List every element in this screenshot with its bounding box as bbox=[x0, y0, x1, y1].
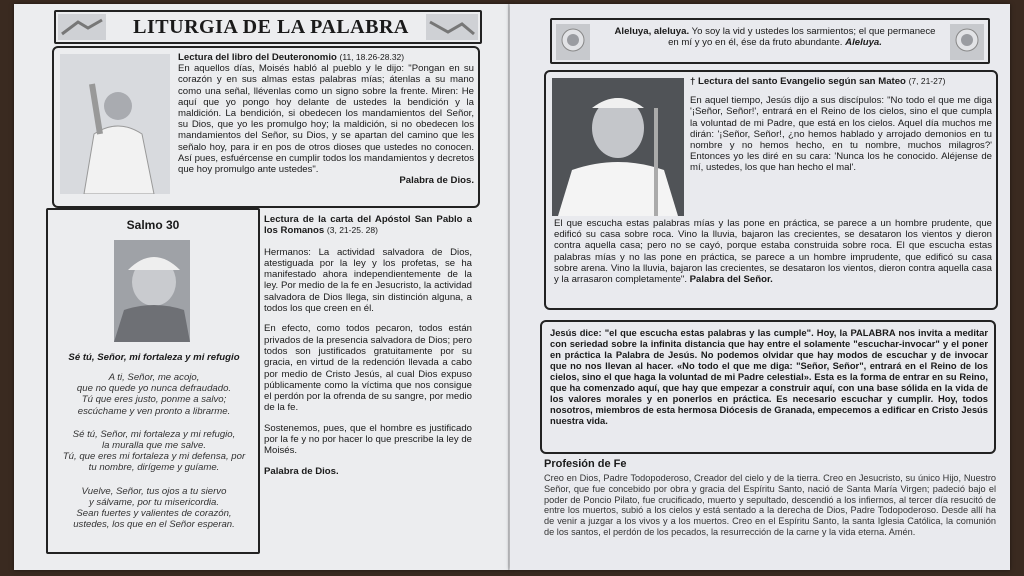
psalm-box bbox=[46, 208, 260, 554]
psalm-title: Salmo 30 bbox=[126, 218, 180, 232]
gospel-ref: (7, 21-27) bbox=[908, 76, 946, 86]
psalm-line: que no quede yo nunca defraudado. bbox=[76, 383, 232, 395]
second-reading bbox=[264, 214, 472, 477]
psalm-line: y sálvame, por tu misericordia. bbox=[88, 496, 220, 508]
second-reading-paragraph: Hermanos: La actividad salvadora de Dios, atestiguada por la ley y los profetas, se ha manifestado ahora independientemente de la ley. Por medio de la fe en Jesucristo, la actividad salvadora de Dios llega, sin distinción alguna, a todos los que creen en él. bbox=[264, 246, 472, 315]
christ-icon-right bbox=[950, 24, 984, 60]
psalm-line: Sé tú, Señor, mi fortaleza y mi refugio, bbox=[72, 428, 236, 440]
first-reading-heading: Lectura del libro del Deuteronomio bbox=[178, 52, 337, 63]
psalm-response: Sé tú, Señor, mi fortaleza y mi refugio bbox=[68, 352, 240, 363]
psalm-line: ustedes, los que en el Señor esperan. bbox=[73, 519, 235, 531]
alleluia-tail: Aleluya. bbox=[845, 37, 882, 49]
gospel-box bbox=[544, 70, 998, 310]
psalm-line: Tú, que eres mi fortaleza y mi defensa, por bbox=[62, 451, 246, 463]
psalm-line: tu nombre, dirígeme y guíame. bbox=[88, 462, 220, 474]
banner-image-left bbox=[58, 14, 106, 40]
reflection-box bbox=[540, 320, 996, 454]
psalm-line: Sean fuertes y valientes de corazón, bbox=[76, 508, 232, 520]
gospel-text-continued: El que escucha estas palabras mías y las pone en práctica, se parece a un hombre prudente, que edificó su casa sobre roca. Vino la lluvia, bajaron las crecientes, se desataron los vientos y dieron contra aquella casa; pero no se cayó, porque estaba construida sobre roca. El que escucha estas palabras mías y no las pone en práctica, se parece a un hombre imprudente, que edificó su casa sobre arena. Vino la lluvia, bajaron las crecientes, se desataron los vientos, dieron contra aquella casa y la arrasaron completamente". bbox=[554, 218, 992, 286]
reflection-text: Jesús dice: "el que escucha estas palabras y las cumple". Hoy, la PALABRA nos invita a meditar con seriedad sobre la infinita distancia que hay entre el solamente "escuchar-invocar" y el poner en práctica la Palabra de Jesús. No podemos olvidar que hay modos de escuchar y de invocar que no nos llevan al hacer. «No todo el que me diga: "Señor, Señor", entrará en el Reino de los cielos, sino el que haga la voluntad de mi Padre celestial». Esta es la forma de entrar en su Reino, que ha comenzado aquí, que hay que empezar a construir aquí, con una base sólida en la vida de los valores morales y en ponerlos en práctica. Es necesario escuchar y cumplir. Hoy, todos nosotros, miembros de esta hermosa Diócesis de Granada, empecemos a edificar en Cristo Jesús nuestra vida. bbox=[550, 327, 988, 426]
alleluia-lead: Aleluya, aleluya. bbox=[614, 26, 690, 37]
creed bbox=[544, 458, 996, 538]
first-reading-text: En aquellos días, Moisés habló al pueblo y le dijo: "Pongan en su corazón y en sus almas estas palabras mías; átenlas a su mano como una señal, llévenlas como un signo sobre la frente. Miren: He aquí que yo pongo hoy delante de ustedes la bendición y la maldición. La bendición, si obedecen los mandamientos del Señor, su Dios, que yo les promulgo hoy; la maldición, si no obedecen los mandamientos del Señor, su Dios, y se apartan del camino que les señalo hoy, para ir en pos de otros dioses que ustedes no conocen. Así pues, esfuércense en cumplir todos los mandamientos y decretos que hoy promulgo ante ustedes". bbox=[178, 63, 474, 176]
first-reading-ref: (11, 18.26-28.32) bbox=[339, 52, 405, 62]
psalm-line: Vuelve, Señor, tus ojos a tu siervo bbox=[81, 485, 227, 497]
first-reading-box bbox=[52, 46, 480, 208]
gospel-closing: Palabra del Señor. bbox=[689, 274, 773, 286]
psalm-line: escúchame y ven pronto a librarme. bbox=[77, 405, 231, 417]
second-reading-heading: Lectura de la carta del Apóstol San Pablo a los Romanos bbox=[264, 214, 472, 237]
first-reading-closing: Palabra de Dios. bbox=[399, 175, 474, 187]
psalm-line: Tú que eres justo, ponme a salvo; bbox=[81, 394, 227, 406]
gospel-heading: † Lectura del santo Evangelio según san Mateo bbox=[690, 76, 906, 87]
psalm-line: la muralla que me salve. bbox=[102, 440, 206, 452]
banner bbox=[54, 10, 482, 44]
pope-photo-3 bbox=[552, 78, 684, 216]
alleluia-box bbox=[550, 18, 990, 64]
second-reading-ref: (3, 21-25. 28) bbox=[326, 225, 378, 236]
second-reading-closing: Palabra de Dios. bbox=[264, 465, 339, 477]
right-page bbox=[510, 4, 1010, 570]
psalm-stanzas bbox=[52, 372, 256, 530]
alleluia-text: Yo soy la vid y ustedes los sarmientos; el que permanece en mí y yo en él, ése da fruto abundante. bbox=[668, 26, 936, 49]
creed-text: Creo en Dios, Padre Todopoderoso, Creador del cielo y de la tierra. Creo en Jesucristo, su único Hijo, Nuestro Señor, que fue concebido por obra y gracia del Espíritu Santo, nació de Santa María Virgen; padeció bajo el poder de Poncio Pilato, fue crucificado, muerto y sepultado, descendió a los infiernos, al tercer día resucitó de entre los muertos, subió a los cielos y está sentado a la derecha de Dios, Padre Todopoderoso. Desde allí ha de venir a juzgar a los vivos y a los muertos. Creo en el Espíritu Santo, la santa Iglesia Católica, la comunión de los santos, el perdón de los pecados, la resurrección de la carne y la vida eterna. Amén. bbox=[544, 473, 996, 537]
left-page bbox=[14, 4, 510, 570]
second-reading-paragraph: Sostenemos, pues, que el hombre es justificado por la fe y no por hacer lo que prescribe la ley de Moisés. bbox=[264, 422, 472, 457]
banner-image-right bbox=[426, 14, 478, 40]
banner-title: LITURGIA DE LA PALABRA bbox=[133, 16, 409, 38]
gospel-text: En aquel tiempo, Jesús dijo a sus discípulos: "No todo el que me diga '¡Señor, Señor!', entrará en el Reino de los cielos, sino el que cumpla la voluntad de mi Padre, que está en los cielos. Aquel día muchos me dirán: '¡Señor, Señor!, ¿no hemos hablado y arrojado demonios en tu nombre y no hemos hecho, en tu nombre, muchos milagros?' Entonces yo les diré en su cara: 'Nunca los he conocido. Aléjense de mí, ustedes, los que han hecho el mal'. bbox=[690, 95, 992, 174]
pope-photo-1 bbox=[60, 54, 170, 194]
creed-title: Profesión de Fe bbox=[544, 458, 627, 470]
second-reading-paragraph: En efecto, como todos pecaron, todos están privados de la presencia salvadora de Dios; pero todos son justificados gratuitamente por su gracia, en virtud de la redención llevada a cabo por medio de Cristo Jesús, al cual Dios expuso públicamente como la víctima que nos consigue el perdón por la ofrenda de su sangre, por medio de la fe. bbox=[264, 323, 472, 414]
pope-photo-2 bbox=[114, 240, 190, 342]
psalm-line: A ti, Señor, me acojo, bbox=[108, 372, 200, 383]
christ-icon-left bbox=[556, 24, 590, 60]
